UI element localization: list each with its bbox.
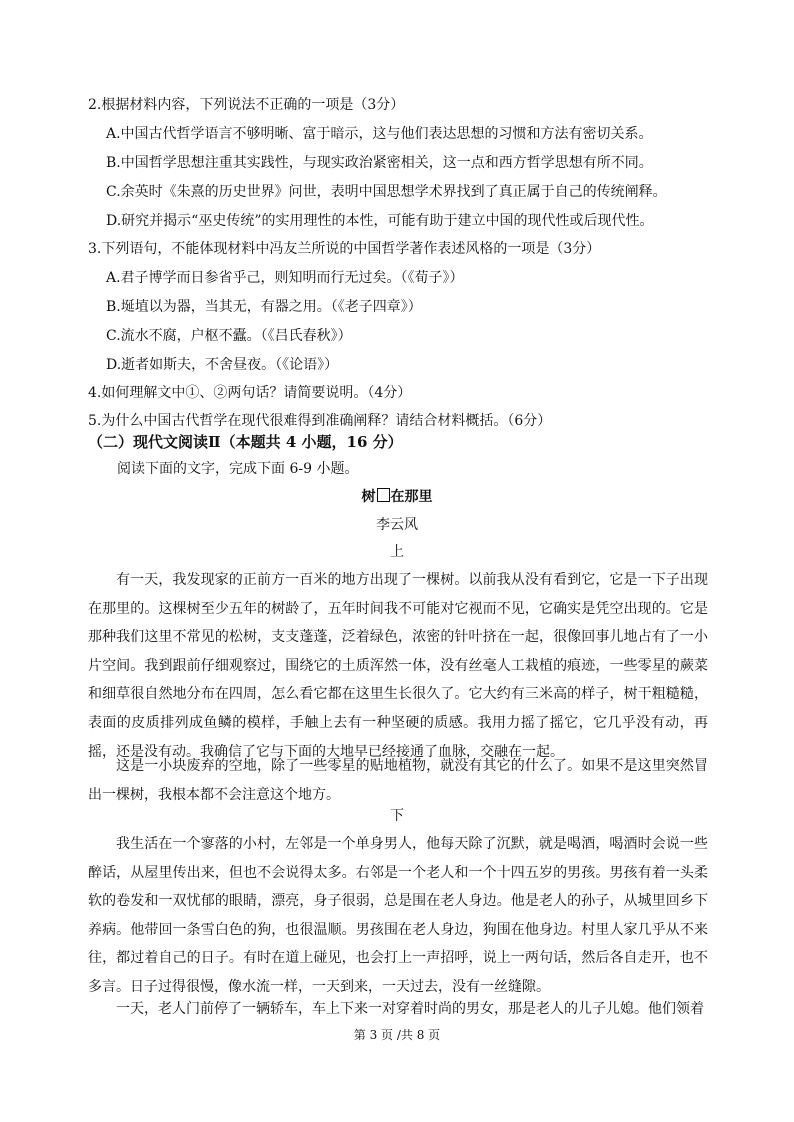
article-paragraph-4: 一天，老人门前停了一辆轿车，车上下来一对穿着时尚的男女，那是老人的儿子儿媳。他们领着 xyxy=(116,1001,704,1017)
section-intro: 阅读下面的文字，完成下面 6-9 小题。 xyxy=(117,461,359,477)
part-heading-lower: 下 xyxy=(390,808,404,824)
question-2-option-b: B.中国哲学思想注重其实践性，与现实政治紧密相关，这一点和西方哲学思想有所不同。 xyxy=(106,155,653,171)
question-3-option-b: B.埏埴以为器，当其无，有器之用。（《老子四章》） xyxy=(106,299,422,315)
question-2-option-c: C.余英时《朱熹的历史世界》问世，表明中国思想学术界找到了真正属于自己的传统阐释。 xyxy=(106,184,667,200)
missing-glyph-box-icon xyxy=(377,488,390,502)
article-title xyxy=(0,487,794,507)
question-3-option-d: D.逝者如斯夫，不舍昼夜。（《论语》） xyxy=(106,357,339,373)
question-5: 5.为什么中国古代哲学在现代很难得到准确阐释？请结合材料概括。（6分） xyxy=(88,413,552,429)
question-3-option-c: C.流水不腐，户枢不蠹。（《吕氏春秋》） xyxy=(106,328,352,344)
question-3-option-a: A.君子博学而日参省乎己，则知明而行无过矣。（《荀子》） xyxy=(106,270,464,286)
question-2-stem: 2.根据材料内容，下列说法不正确的一项是（3分） xyxy=(88,97,405,113)
article-title-start: 树 xyxy=(361,489,376,505)
article-title-end: 在那里 xyxy=(390,489,433,505)
section-title: （二）现代文阅读Ⅱ（本题共 4 小题，16 分） xyxy=(88,433,403,451)
article-author: 李云风 xyxy=(376,517,418,533)
question-2-option-a: A.中国古代哲学语言不够明晰、富于暗示，这与他们表达思想的习惯和方法有密切关系。 xyxy=(106,126,653,142)
question-3-stem: 3.下列语句，不能体现材料中冯友兰所说的中国哲学著作表述风格的一项是（3分） xyxy=(88,241,601,257)
article-paragraph-1: 有一天，我发现家的正前方一百米的地方出现了一棵树。以前我从没有看到它，它是一下子出现在那里的。这棵树至少五年的树龄了，五年时间我不可能对它视而不见，它确实是凭空出现的。它是那种我们这里不常见的松树，支支蓬蓬，泛着绿色，浓密的针叶挤在一起，很像回事儿地占有了一小片空间。我到跟前仔细观察过，围绕它的土质浑然一体，没有丝毫人工栽植的痕迹，一些零星的蕨菜和细草很自然地分布在四周，怎么看它都在这里生长很久了。它大约有三米高的样子，树干粗糙糙，表面的皮质排列成鱼鳞的模样，手触上去有一种坚硬的质感。我用力摇了摇它，它几乎没有动，再摇，还是没有动。我确信了它与下面的大地早已经接通了血脉，交融在一起。 xyxy=(88,572,708,760)
article-paragraph-3: 我生活在一个寥落的小村，左邻是一个单身男人，他每天除了沉默，就是喝酒，喝酒时会说一些醉话，从屋里传出来，但也不会说得太多。右邻是一个老人和一个十四五岁的男孩。男孩有着一头柔软的卷发和一双忧郁的眼睛，漂亮，身子很弱，总是围在老人身边。他是老人的孙子，从城里回乡下养病。他带回一条雪白色的狗，也很温顺。男孩围在老人身边，狗围在他身边。村里人家几乎从不来往，都过着自己的日子。有时在道上碰见，也会打上一声招呼，说上一两句话，然后各自走开，也不多言。日子过得很慢，像水流一样，一天到来，一天过去，没有一丝缝隙。 xyxy=(88,836,708,995)
article-paragraph-2: 这是一小块废弃的空地，除了一些零星的贴地植物，就没有其它的什么了。如果不是这里突然冒出一棵树，我根本都不会注意这个地方。 xyxy=(88,758,708,803)
question-4: 4.如何理解文中①、②两句话？请简要说明。（4分） xyxy=(88,385,412,401)
page-footer: 第 3 页 /共 8 页 xyxy=(353,1028,441,1042)
part-heading-upper: 上 xyxy=(390,544,404,560)
question-2-option-d: D.研究并揭示“巫史传统”的实用理性的本性，可能有助于建立中国的现代性或后现代性。 xyxy=(106,213,654,229)
